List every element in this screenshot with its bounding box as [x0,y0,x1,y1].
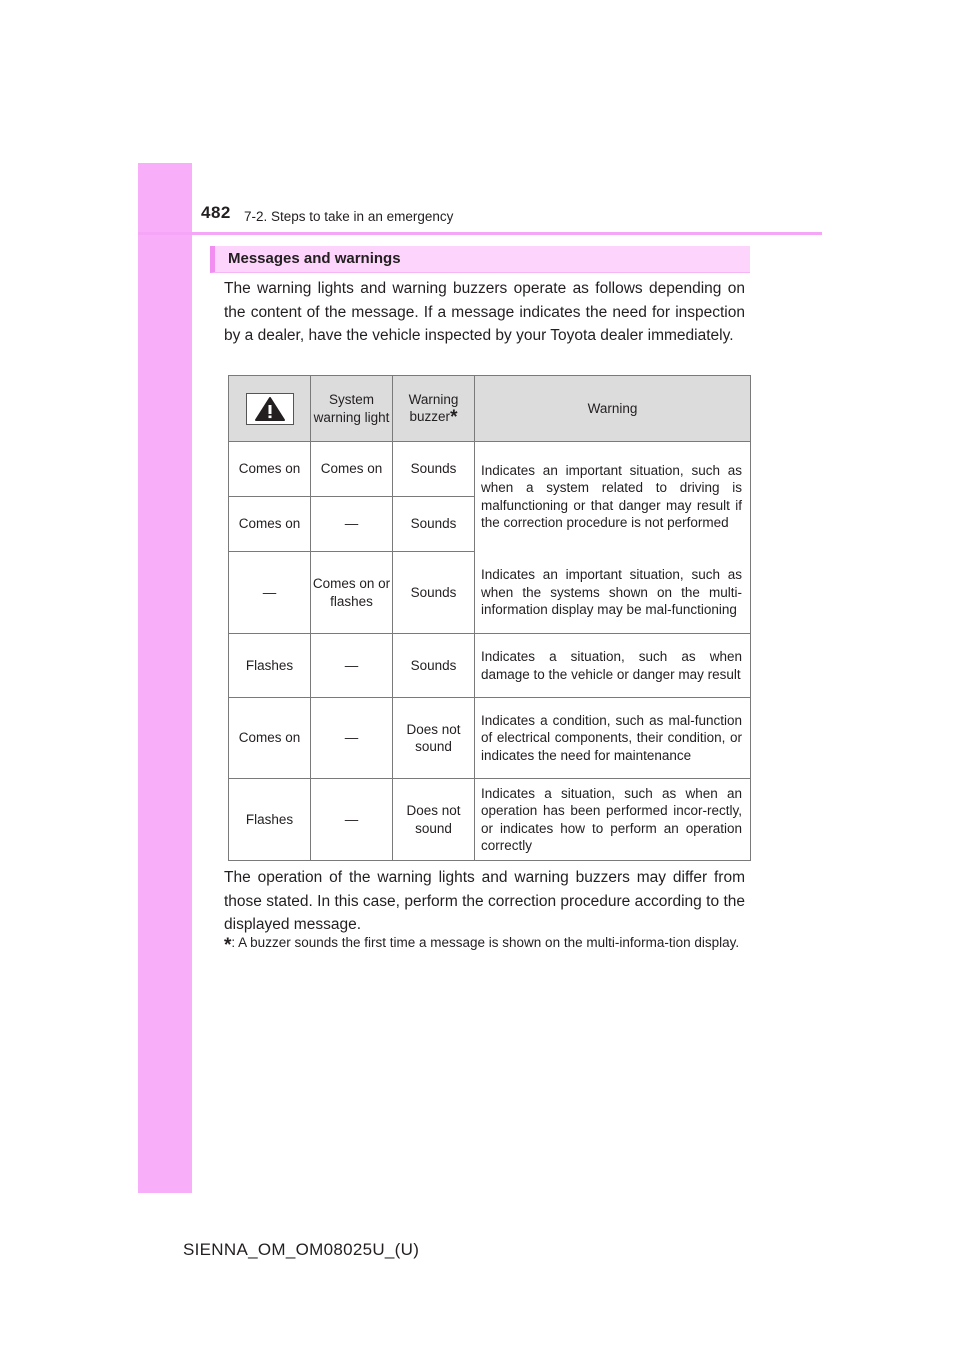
table-header-row [229,376,751,442]
buzzer-cell: Sounds [393,442,475,497]
footnote-text: : A buzzer sounds the first time a message is shown on the multi-informa-tion display. [231,935,740,950]
buzzer-header: Warning buzzer* [393,376,475,442]
chapter-title: 7-2. Steps to take in an emergency [244,209,454,224]
warning-desc: Indicates a condition, such as mal-function of electrical components, their condition, or indicates the need for maintenance [475,698,751,779]
system-cell: — [311,698,393,779]
footnote-mark: * [450,407,458,428]
table-row [229,779,751,861]
system-cell: — [311,779,393,861]
master-cell: — [229,552,311,634]
side-tab [138,163,192,1193]
section-title: Messages and warnings [228,250,401,267]
warning-desc: Indicates a situation, such as when damage to the vehicle or danger may result [475,634,751,698]
intro-paragraph: The warning lights and warning buzzers operate as follows depending on the content of the message. If a message indicates the need for inspection by a dealer, have the vehicle inspected by your Toyota dealer immediately. [224,280,745,344]
system-cell: Comes on [311,442,393,497]
master-cell: Flashes [229,634,311,698]
outro-paragraph: The operation of the warning lights and warning buzzers may differ from those stated. In this case, perform the correction procedure according to the displayed message. [224,869,745,933]
buzzer-cell: Does not sound [393,779,475,861]
page-number: 482 [201,203,231,222]
table-row [229,442,751,497]
master-cell: Flashes [229,779,311,861]
warning-table [228,375,751,861]
warning-triangle-icon [246,393,294,425]
master-warning-header [229,376,311,442]
table-row [229,698,751,779]
document-code: SIENNA_OM_OM08025U_(U) [183,1240,420,1259]
system-cell: — [311,497,393,552]
warning-desc: Indicates a situation, such as when an operation has been performed incor-rectly, or indicates how to perform an operation correctly [475,779,751,861]
master-cell: Comes on [229,442,311,497]
system-light-header: System warning light [311,376,393,442]
warning-desc: Indicates an important situation, such as when a system related to driving is malfunctioning or that danger may result if the correction procedure is not performed [475,442,751,552]
section-header [210,246,750,273]
table-row [229,552,751,634]
system-cell: — [311,634,393,698]
header-rule [138,232,822,235]
table-row [229,634,751,698]
buzzer-cell: Does not sound [393,698,475,779]
buzzer-cell: Sounds [393,552,475,634]
buzzer-cell: Sounds [393,634,475,698]
footnote-star: * [224,935,232,956]
buzzer-cell: Sounds [393,497,475,552]
footnote [224,934,745,955]
master-cell: Comes on [229,497,311,552]
master-cell: Comes on [229,698,311,779]
warning-header: Warning [475,376,751,442]
system-cell: Comes on or flashes [311,552,393,634]
warning-desc: Indicates an important situation, such as when the systems shown on the multi- information display may be mal-functioning [475,552,751,634]
